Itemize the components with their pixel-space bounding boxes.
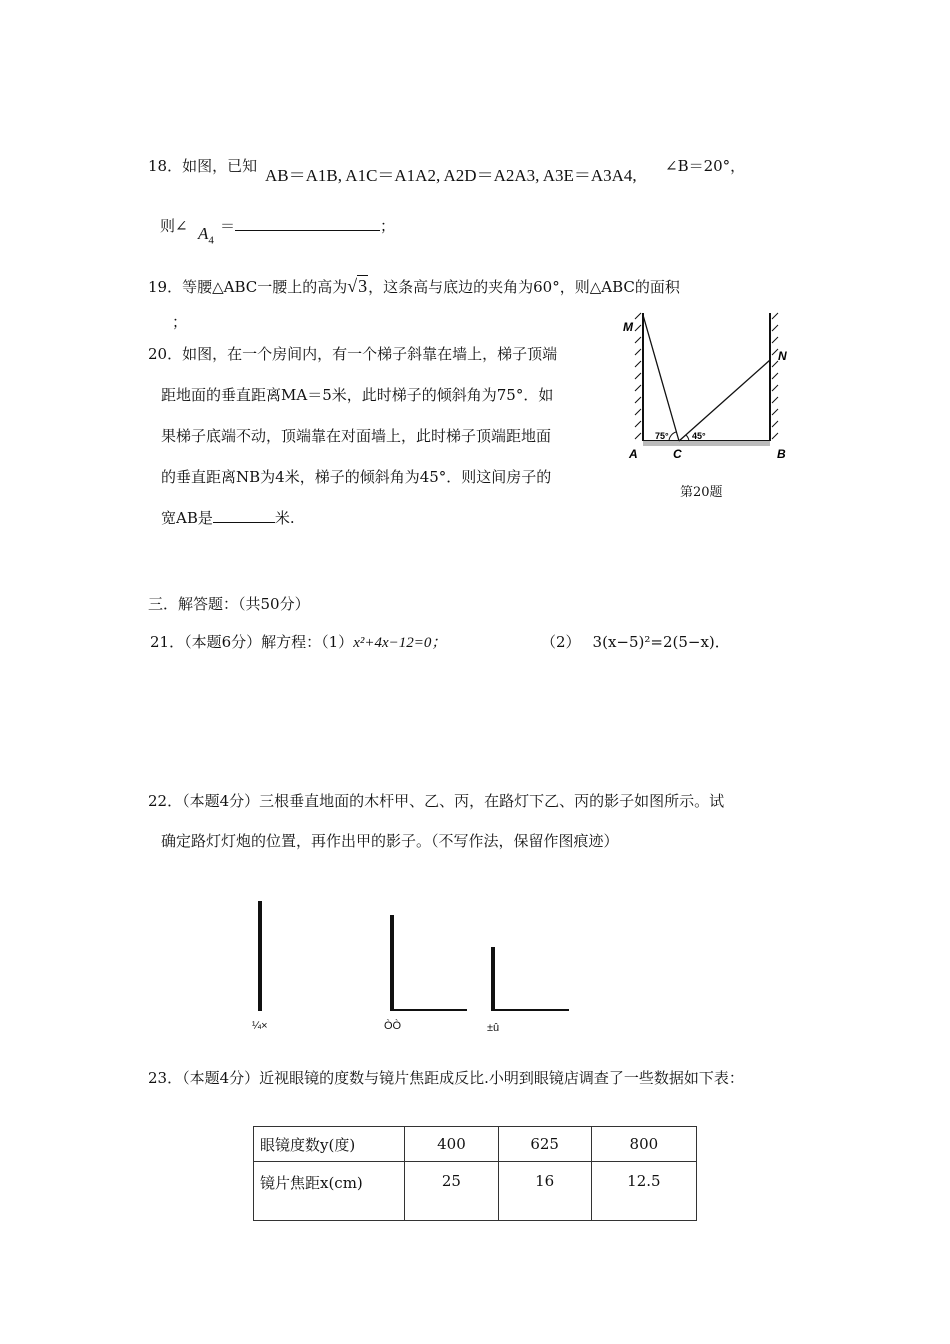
q18-line1 bbox=[148, 155, 257, 176]
label-M: M bbox=[623, 320, 633, 334]
angle-arc-75 bbox=[669, 432, 676, 441]
glasses-table bbox=[253, 1126, 697, 1221]
q20-line2: 距地面的垂直距离MA＝5米，此时梯子的倾斜角为75°．如 bbox=[161, 386, 554, 404]
q22-line1: 22．（本题4分）三根垂直地面的木杆甲、乙、丙，在路灯下乙、丙的影子如图所示。试 bbox=[148, 792, 725, 810]
ladder-figure bbox=[615, 305, 815, 470]
right-wall-hatching bbox=[772, 313, 778, 439]
q18-prefix: 18．如图，已知 bbox=[148, 157, 258, 175]
ladder-left bbox=[643, 315, 679, 441]
sqrt-symbol: √3 bbox=[347, 276, 368, 296]
floor-hatching bbox=[643, 441, 770, 446]
angle-75-label: 75° bbox=[655, 431, 669, 441]
ladder-right bbox=[679, 360, 770, 441]
pole-label-bing: ±û bbox=[487, 1022, 500, 1034]
q18-line2: 则∠ bbox=[160, 217, 188, 235]
row-header-degree: 眼镜度数y(度) bbox=[254, 1127, 405, 1162]
q22-line2: 确定路灯灯炮的位置，再作出甲的影子。（不写作法，保留作图痕迹） bbox=[161, 832, 619, 850]
table-cell: 800 bbox=[591, 1127, 696, 1162]
label-N: N bbox=[778, 349, 787, 363]
q18-conditions bbox=[265, 161, 637, 186]
table-cell: 625 bbox=[498, 1127, 591, 1162]
q20-answer-blank[interactable] bbox=[213, 522, 275, 523]
table-row bbox=[254, 1162, 697, 1221]
q18-condition-text: AB＝A1B, A1C＝A1A2, A2D＝A2A3, A3E＝A3A4, bbox=[265, 166, 637, 185]
pole-label-yi: ÒÒ bbox=[384, 1020, 402, 1032]
q21-equation-2: 3(x−5)²=2(5−x)． bbox=[592, 633, 730, 651]
q21-line: 21．（本题6分）解方程：（1）x²+4x−12=0； bbox=[150, 633, 447, 651]
pole-label-jia: ¼× bbox=[252, 1020, 268, 1032]
label-A: A bbox=[629, 447, 638, 461]
q18-angle-var: $A_4$ bbox=[198, 224, 214, 247]
q20-line1: 20．如图，在一个房间内，有一个梯子斜靠在墙上，梯子顶端 bbox=[148, 345, 558, 363]
q19-line2: ； bbox=[172, 313, 188, 331]
q20-line5: 宽AB是 米. bbox=[161, 509, 295, 527]
table-cell: 16 bbox=[498, 1162, 591, 1221]
table-cell: 400 bbox=[405, 1127, 498, 1162]
row-header-focal: 镜片焦距x(cm) bbox=[254, 1162, 405, 1221]
poles-figure bbox=[245, 895, 585, 1015]
left-wall-hatching bbox=[635, 313, 641, 439]
q18-angle: ∠B＝20°， bbox=[665, 157, 746, 175]
q20-line4: 的垂直距离NB为4米，梯子的倾斜角为45°．则这间房子的 bbox=[161, 468, 552, 486]
q20-line3: 果梯子底端不动，顶端靠在对面墙上，此时梯子顶端距地面 bbox=[161, 427, 552, 445]
q18-answer-blank[interactable] bbox=[235, 230, 380, 231]
table-cell: 25 bbox=[405, 1162, 498, 1221]
section-3-title: 三．解答题：（共50分） bbox=[148, 595, 310, 613]
angle-45-label: 45° bbox=[692, 431, 706, 441]
label-B: B bbox=[777, 447, 786, 461]
q23-text: 23．（本题4分）近视眼镜的度数与镜片焦距成反比.小明到眼镜店调查了一些数据如下表： bbox=[148, 1069, 744, 1087]
q18-answer: ＝ ； bbox=[220, 217, 396, 235]
q21-equation-1: x²+4x−12=0； bbox=[353, 635, 447, 651]
q19-line1: 19．等腰△ABC一腰上的高为√3，这条高与底边的夹角为60°，则△ABC的面积 bbox=[148, 276, 680, 296]
label-C: C bbox=[673, 447, 682, 461]
q21-part2: （2） 3(x−5)²=2(5−x)． bbox=[541, 633, 730, 651]
table-row bbox=[254, 1127, 697, 1162]
table-cell: 12.5 bbox=[591, 1162, 696, 1221]
figure-20-caption: 第20题 bbox=[680, 485, 723, 500]
